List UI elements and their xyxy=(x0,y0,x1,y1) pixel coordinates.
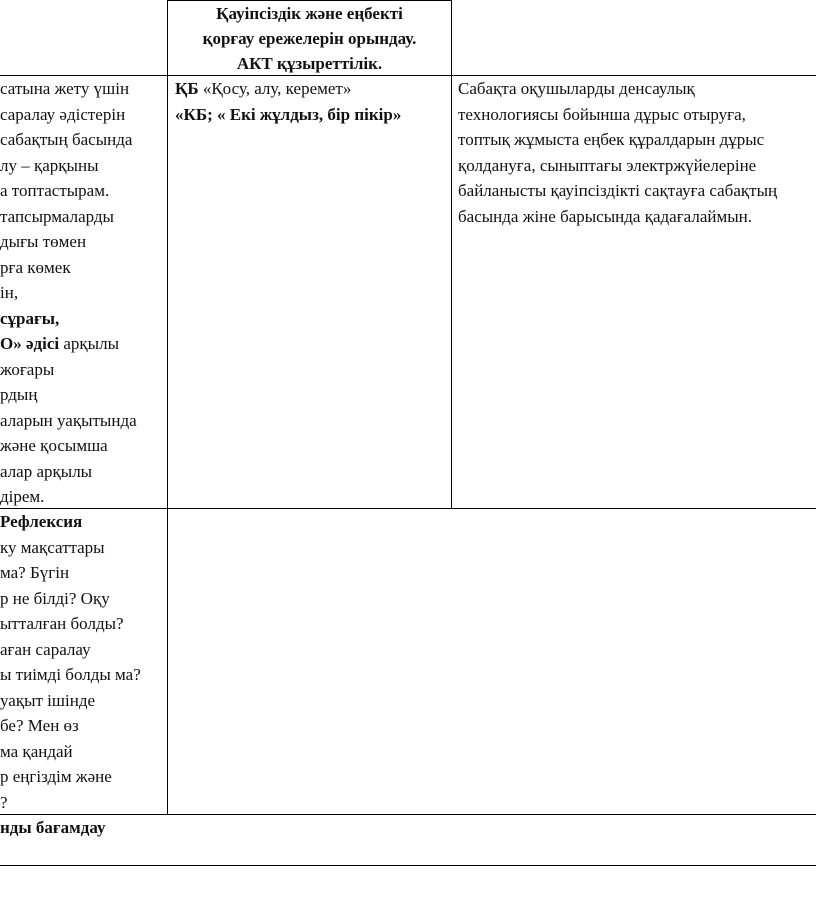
reflection-line: ма? Бүгін xyxy=(0,563,70,582)
header-line-1: Қауіпсіздік және еңбекті xyxy=(216,4,403,23)
reflection-title: Рефлексия xyxy=(0,512,83,531)
row1-col1-differentiation xyxy=(0,76,166,508)
row1-col3-line: басында жіне барысында қадағалаймын. xyxy=(458,206,753,226)
row1-col1-normal-part: арқылы xyxy=(59,334,120,353)
row1-col1-line-bold: сұрағы, xyxy=(0,308,60,328)
reflection-line: ма қандай xyxy=(0,741,73,761)
reflection-line: ытталған болды? xyxy=(0,614,124,633)
row1-col1-line: а топтастырам. xyxy=(0,181,110,200)
row1-col1-line: рға көмек xyxy=(0,257,71,277)
assessment-line-2: «КБ; « Екі жұлдыз, бір пікір» xyxy=(175,104,402,124)
row1-col1-line-mixed xyxy=(0,331,166,357)
reflection-line: р еңгіздім және xyxy=(0,767,112,786)
row1-col3-line: топтық жұмыста еңбек құралдарын дұрыс xyxy=(458,130,765,149)
reflection-line: бе? Мен өз xyxy=(0,716,79,735)
row1-col1-line: сатына жету үшін xyxy=(0,79,130,98)
row1-col1-line: жоғары xyxy=(0,359,55,379)
row1-col1-line: алар арқылы xyxy=(0,461,93,481)
row1-col1-line: рдың xyxy=(0,385,38,404)
header-cell-safety xyxy=(168,1,451,76)
row1-col1-line: сабақтың басында xyxy=(0,130,133,149)
col1-right-border xyxy=(167,0,168,815)
reflection-line: аған саралау xyxy=(0,639,91,659)
footer-evaluation-label: нды бағамдау xyxy=(0,818,106,837)
reflection-line: ку мақсаттары xyxy=(0,537,105,557)
reflection-line: уақыт ішінде xyxy=(0,690,96,710)
header-line-3: АКТ құзыреттілік. xyxy=(236,54,383,73)
row1-col3-line: технологиясы бойынша дұрыс отыруға, xyxy=(458,104,746,124)
assessment-line-1 xyxy=(175,76,449,102)
table-bottom-border xyxy=(0,865,816,866)
reflection-line: р не білді? Оқу xyxy=(0,588,110,608)
row1-col1-line: лу – қарқыны xyxy=(0,155,99,175)
row1-col1-line: саралау әдістерін xyxy=(0,104,126,124)
row1-col1-bold-part: О» әдісі xyxy=(0,334,60,353)
col2-right-border xyxy=(451,0,452,509)
kb1-text: «Қосу, алу, керемет» xyxy=(198,79,352,98)
reflection-line: ы тиімді болды ма? xyxy=(0,665,141,684)
row1-col1-line: және қосымша xyxy=(0,436,108,455)
header-line-2: қорғау ережелерін орындау. xyxy=(202,29,417,48)
row1-col1-line: тапсырмаларды xyxy=(0,206,114,226)
row2-bottom-border xyxy=(0,814,816,815)
row1-col3-line: Сабақта оқушыларды денсаулық xyxy=(458,79,695,98)
row1-col3-safety xyxy=(458,76,816,508)
row2-col1-reflection xyxy=(0,509,166,814)
row1-col1-line: аларын уақытында xyxy=(0,410,137,430)
row1-col3-line: байланысты қауіпсіздікті сақтауға сабақтың xyxy=(458,181,778,200)
row1-col3-line: қолдануға, сыныптағы электржүйелеріне xyxy=(458,155,757,175)
row1-col1-line: дірем. xyxy=(0,487,45,506)
row1-col2-assessment xyxy=(175,76,449,127)
row1-col1-line: ін, xyxy=(0,283,19,302)
row1-col1-line: дығы төмен xyxy=(0,232,87,251)
kb-label: ҚБ xyxy=(175,79,199,98)
reflection-line: ? xyxy=(0,792,8,812)
